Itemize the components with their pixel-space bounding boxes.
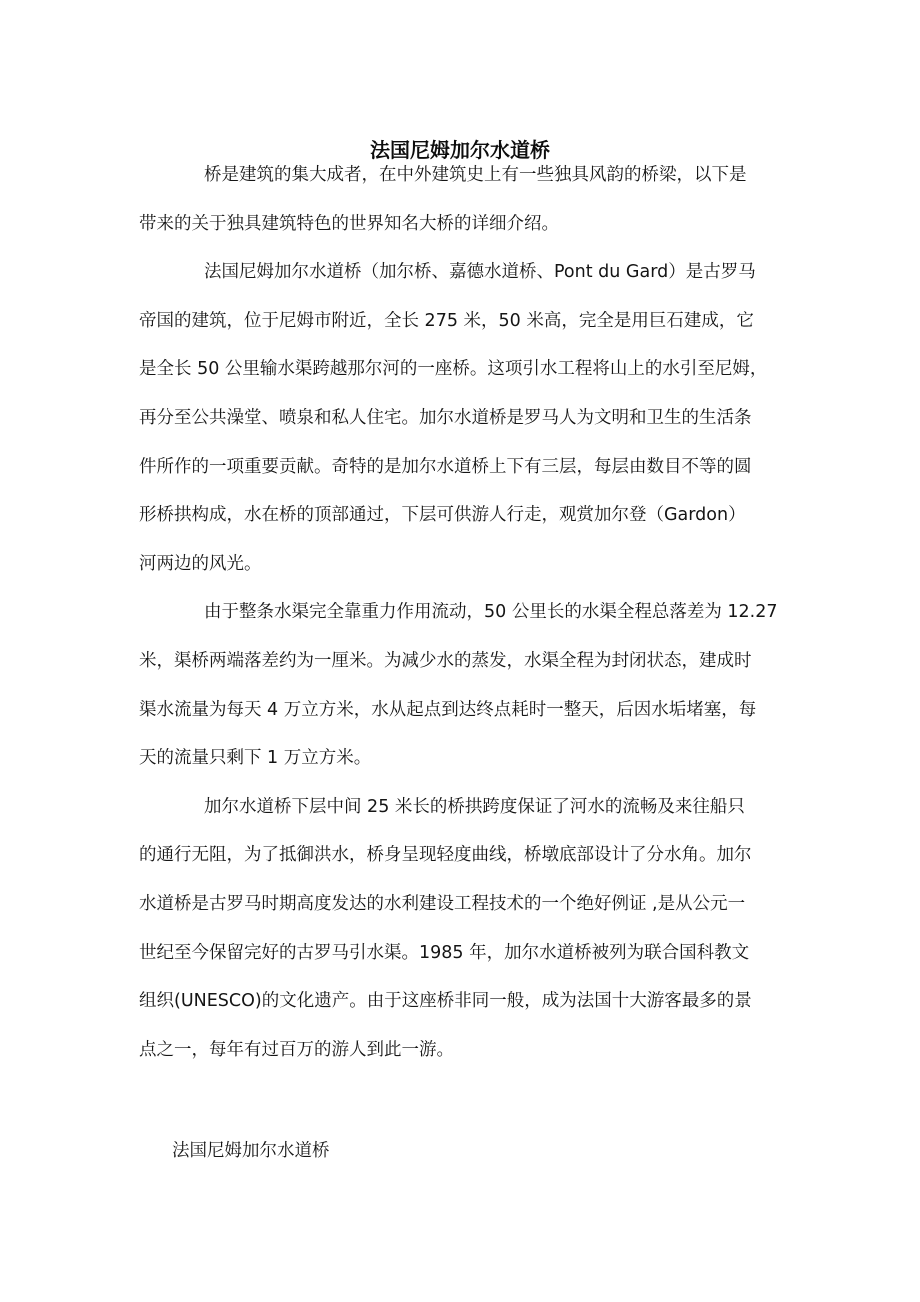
image-caption: 法国尼姆加尔水道桥 <box>172 1141 330 1161</box>
paragraph-line: 带来的关于独具建筑特色的世界知名大桥的详细介绍。 <box>139 213 559 234</box>
document-body <box>139 160 801 1083</box>
paragraph-line: 由于整条水渠完全靠重力作用流动，50 公里长的水渠全程总落差为 12.27 <box>204 602 778 623</box>
paragraph-line: 米，渠桥两端落差约为一厘米。为减少水的蒸发，水渠全程为封闭状态，建成时 <box>139 650 752 671</box>
paragraph-line: 水道桥是古罗马时期高度发达的水利建设工程技术的一个绝好例证 ,是从公元一 <box>139 893 746 914</box>
paragraph-line: 组织(UNESCO)的文化遗产。由于这座桥非同一般，成为法国十大游客最多的景 <box>139 991 752 1012</box>
paragraph-overview <box>139 257 801 597</box>
paragraph-line: 是全长 50 公里输水渠跨越那尔河的一座桥。这项引水工程将山上的水引至尼姆， <box>139 359 768 380</box>
document-title: 法国尼姆加尔水道桥 <box>370 138 550 163</box>
paragraph-line: 河两边的风光。 <box>139 553 262 574</box>
paragraph-line: 天的流量只剩下 1 万立方米。 <box>139 748 372 769</box>
paragraph-line: 形桥拱构成，水在桥的顶部通过，下层可供游人行走，观赏加尔登（Gardon） <box>139 505 746 526</box>
paragraph-intro <box>139 160 801 257</box>
paragraph-line: 的通行无阻，为了抵御洪水，桥身呈现轻度曲线，桥墩底部设计了分水角。加尔 <box>139 845 752 866</box>
paragraph-line: 再分至公共澡堂、喷泉和私人住宅。加尔水道桥是罗马人为文明和卫生的生活条 <box>139 407 752 428</box>
paragraph-line: 点之一，每年有过百万的游人到此一游。 <box>139 1039 454 1060</box>
paragraph-water-flow <box>139 597 801 791</box>
paragraph-line: 帝国的建筑，位于尼姆市附近，全长 275 米，50 米高，完全是用巨石建成，它 <box>139 310 754 331</box>
paragraph-line: 桥是建筑的集大成者，在中外建筑史上有一些独具风韵的桥梁，以下是 <box>204 165 747 185</box>
paragraph-line: 渠水流量为每天 4 万立方米，水从起点到达终点耗时一整天，后因水垢堵塞，每 <box>139 699 757 720</box>
paragraph-line: 法国尼姆加尔水道桥（加尔桥、嘉德水道桥、Pont du Gard）是古罗马 <box>204 262 756 283</box>
paragraph-line: 件所作的一项重要贡献。奇特的是加尔水道桥上下有三层，每层由数目不等的圆 <box>139 456 752 477</box>
paragraph-line: 加尔水道桥下层中间 25 米长的桥拱跨度保证了河水的流畅及来往船只 <box>204 796 745 817</box>
paragraph-line: 世纪至今保留完好的古罗马引水渠。1985 年，加尔水道桥被列为联合国科教文 <box>139 942 750 963</box>
paragraph-heritage <box>139 792 801 1084</box>
